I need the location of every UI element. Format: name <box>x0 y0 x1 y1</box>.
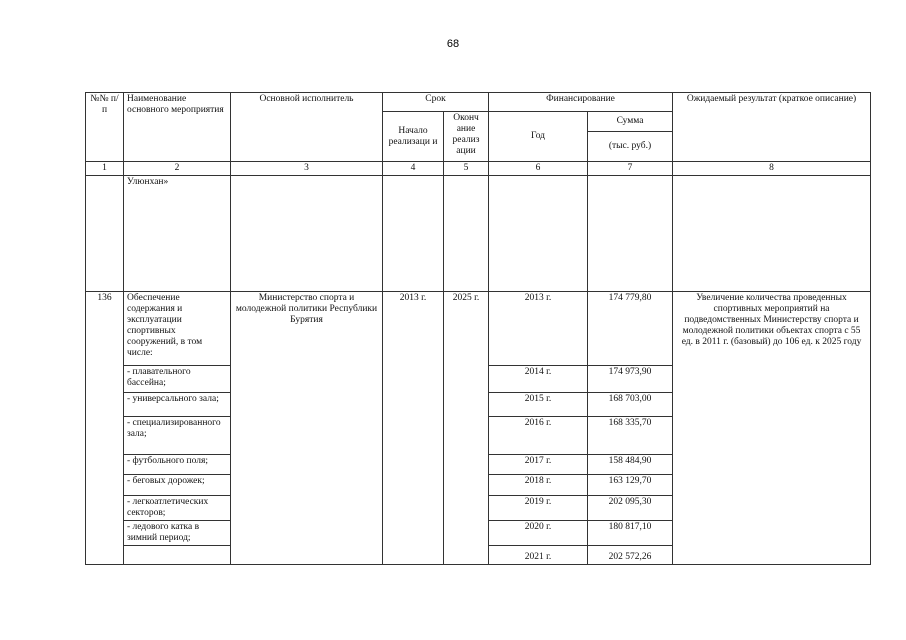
cell-empty <box>444 176 489 292</box>
financing-year: 2020 г. <box>489 521 588 546</box>
col-number: 2 <box>124 162 231 176</box>
subitem: - беговых дорожек; <box>124 475 231 496</box>
executor: Министерство спорта и молодежной политики Республики Бурятия <box>231 292 383 565</box>
col-number: 7 <box>588 162 673 176</box>
col-number: 5 <box>444 162 489 176</box>
subitem: - плавательного бассейна; <box>124 366 231 393</box>
col-number: 8 <box>673 162 871 176</box>
header-name: Наименование основного мероприятия <box>124 93 231 162</box>
program-table <box>85 92 871 565</box>
header-end: Оконч ание реализ ации <box>444 112 489 162</box>
cell-empty <box>383 176 444 292</box>
financing-year: 2015 г. <box>489 393 588 417</box>
end-year: 2025 г. <box>444 292 489 565</box>
subitem: - универсального зала; <box>124 393 231 417</box>
subitem: - легкоатлетических секторов; <box>124 496 231 521</box>
financing-sum: 174 973,90 <box>588 366 673 393</box>
financing-year: 2013 г. <box>489 292 588 366</box>
activity-name: Обеспечение содержания и эксплуатации спортивных сооружений, в том числе: <box>124 292 231 366</box>
cell-empty <box>124 546 231 565</box>
cell-empty <box>86 176 124 292</box>
header-term: Срок <box>383 93 489 112</box>
financing-year: 2019 г. <box>489 496 588 521</box>
continuation-row <box>86 176 871 292</box>
header-result: Ожидаемый результат (краткое описание) <box>673 93 871 162</box>
header-executor: Основной исполнитель <box>231 93 383 162</box>
expected-result: Увеличение количества проведенных спортивных мероприятий на подведомственных Министерству спорта и молодежной политики объектах спорта с 55 ед. в 2011 г. (базовый) до 106 ед. к 2025 году <box>673 292 871 565</box>
header-financing: Финансирование <box>489 93 673 112</box>
financing-year: 2016 г. <box>489 417 588 455</box>
subitem: - ледового катка в зимний период; <box>124 521 231 546</box>
start-year: 2013 г. <box>383 292 444 565</box>
financing-sum: 158 484,90 <box>588 455 673 475</box>
cell-empty <box>489 176 588 292</box>
col-number: 1 <box>86 162 124 176</box>
subitem: - футбольного поля; <box>124 455 231 475</box>
col-number: 6 <box>489 162 588 176</box>
cell-empty <box>588 176 673 292</box>
financing-year: 2017 г. <box>489 455 588 475</box>
continuation-text: Улюнхан» <box>124 176 231 292</box>
financing-sum: 163 129,70 <box>588 475 673 496</box>
financing-year: 2021 г. <box>489 546 588 565</box>
row-number: 136 <box>86 292 124 565</box>
financing-sum: 202 572,26 <box>588 546 673 565</box>
financing-sum: 174 779,80 <box>588 292 673 366</box>
cell-empty <box>231 176 383 292</box>
header-sum: Сумма <box>588 112 673 132</box>
header-sum-unit: (тыс. руб.) <box>588 132 673 162</box>
header-year: Год <box>489 112 588 162</box>
financing-year: 2014 г. <box>489 366 588 393</box>
column-number-row <box>86 162 871 176</box>
header-start: Начало реализаци и <box>383 112 444 162</box>
financing-sum: 168 703,00 <box>588 393 673 417</box>
financing-sum: 180 817,10 <box>588 521 673 546</box>
header-num: №№ п/п <box>86 93 124 162</box>
financing-sum: 202 095,30 <box>588 496 673 521</box>
financing-sum: 168 335,70 <box>588 417 673 455</box>
cell-empty <box>673 176 871 292</box>
header-row <box>86 93 871 112</box>
table-row <box>86 292 871 366</box>
col-number: 4 <box>383 162 444 176</box>
page-number: 68 <box>446 38 460 50</box>
financing-year: 2018 г. <box>489 475 588 496</box>
subitem: - специализированного зала; <box>124 417 231 455</box>
col-number: 3 <box>231 162 383 176</box>
